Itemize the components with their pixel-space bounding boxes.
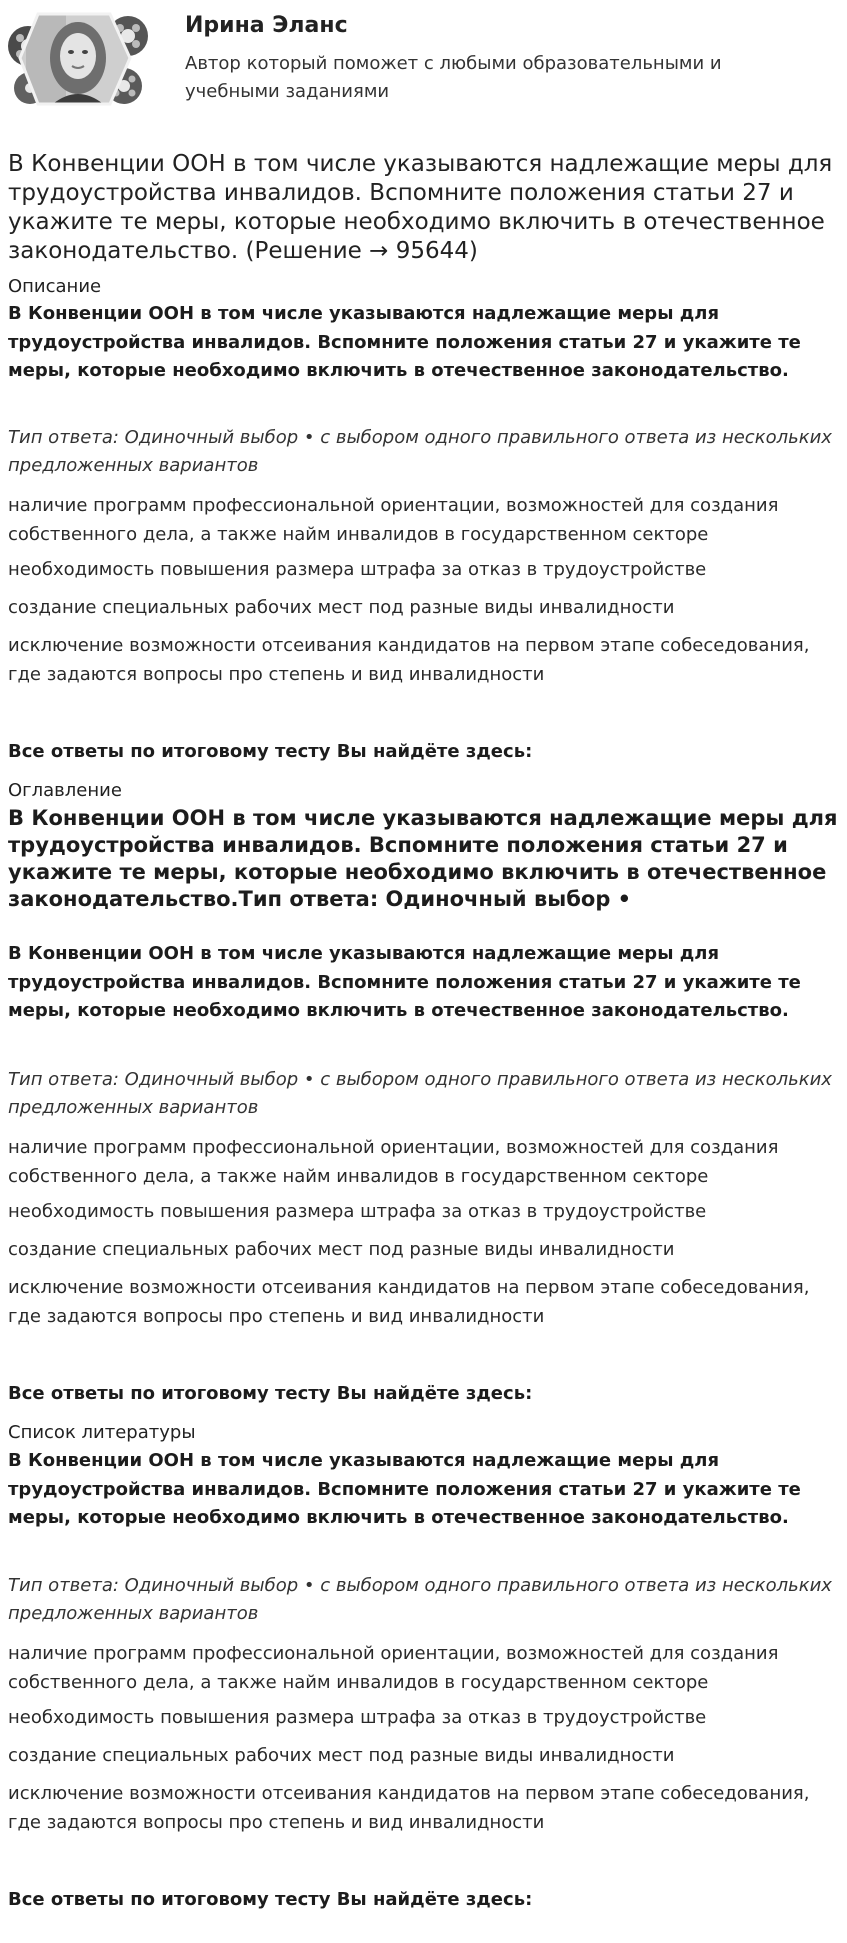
page-title: В Конвенции ООН в том числе указываются надлежащие меры для трудоустройства инвалидов. Вспомните положения статьи 27 и укажите те меры, которые необходимо включить в отечественное законодательство. (Решение → 95644): [8, 151, 833, 264]
all-answers-link[interactable]: Все ответы по итоговому тесту Вы найдёте здесь:: [8, 1889, 533, 1910]
answer-type: Тип ответа: Одиночный выбор • с выбором одного правильного ответа из нескольких предложенных вариантов: [8, 1575, 832, 1624]
all-answers-link[interactable]: Все ответы по итоговому тесту Вы найдёте здесь:: [8, 741, 533, 762]
avatar-image: [6, 6, 150, 110]
answer-option-2: необходимость повышения размера штрафа за отказ в трудоустройстве: [8, 1707, 707, 1728]
answer-option-1: наличие программ профессиональной ориентации, возможностей для создания собственного дела, а также найм инвалидов в государственном секторе: [8, 1643, 779, 1693]
all-answers-link[interactable]: Все ответы по итоговому тесту Вы найдёте здесь:: [8, 1383, 533, 1404]
author-card: [0, 0, 847, 112]
answer-option-2: необходимость повышения размера штрафа за отказ в трудоустройстве: [8, 1201, 707, 1222]
author-description: Автор который поможет с любыми образовательными и учебными заданиями: [185, 53, 722, 102]
answer-option-4: исключение возможности отсеивания кандидатов на первом этапе собеседования, где задаются вопросы про степень и вид инвалидности: [8, 1277, 810, 1327]
section-label-references: Список литературы: [8, 1422, 196, 1443]
answer-type: Тип ответа: Одиночный выбор • с выбором одного правильного ответа из нескольких предложенных вариантов: [8, 427, 832, 476]
answer-option-2: необходимость повышения размера штрафа за отказ в трудоустройстве: [8, 559, 707, 580]
answer-option-4: исключение возможности отсеивания кандидатов на первом этапе собеседования, где задаются вопросы про степень и вид инвалидности: [8, 1783, 810, 1833]
answer-option-3: создание специальных рабочих мест под разные виды инвалидности: [8, 597, 675, 618]
answer-option-3: создание специальных рабочих мест под разные виды инвалидности: [8, 1745, 675, 1766]
answer-type: Тип ответа: Одиночный выбор • с выбором одного правильного ответа из нескольких предложенных вариантов: [8, 1069, 832, 1118]
answer-option-1: наличие программ профессиональной ориентации, возможностей для создания собственного дела, а также найм инвалидов в государственном секторе: [8, 1137, 779, 1187]
answer-option-1: наличие программ профессиональной ориентации, возможностей для создания собственного дела, а также найм инвалидов в государственном секторе: [8, 495, 779, 545]
answer-option-3: создание специальных рабочих мест под разные виды инвалидности: [8, 1239, 675, 1260]
question-text: В Конвенции ООН в том числе указываются надлежащие меры для трудоустройства инвалидов. Вспомните положения статьи 27 и укажите те меры, которые необходимо включить в отечественное законодательство.: [8, 303, 801, 381]
author-name[interactable]: Ирина Эланс: [185, 13, 348, 38]
section-label-contents: Оглавление: [8, 780, 122, 801]
avatar[interactable]: [6, 6, 150, 110]
section-label-description: Описание: [8, 276, 102, 297]
answer-option-4: исключение возможности отсеивания кандидатов на первом этапе собеседования, где задаются вопросы про степень и вид инвалидности: [8, 635, 810, 685]
toc-heading[interactable]: В Конвенции ООН в том числе указываются надлежащие меры для трудоустройства инвалидов. Вспомните положения статьи 27 и укажите те меры, которые необходимо включить в отечественное законодательство.Тип ответа: Одиночный выбор •: [8, 806, 838, 911]
question-text: В Конвенции ООН в том числе указываются надлежащие меры для трудоустройства инвалидов. Вспомните положения статьи 27 и укажите те меры, которые необходимо включить в отечественное законодательство.: [8, 1450, 801, 1528]
question-text: В Конвенции ООН в том числе указываются надлежащие меры для трудоустройства инвалидов. Вспомните положения статьи 27 и укажите те меры, которые необходимо включить в отечественное законодательство.: [8, 943, 801, 1021]
